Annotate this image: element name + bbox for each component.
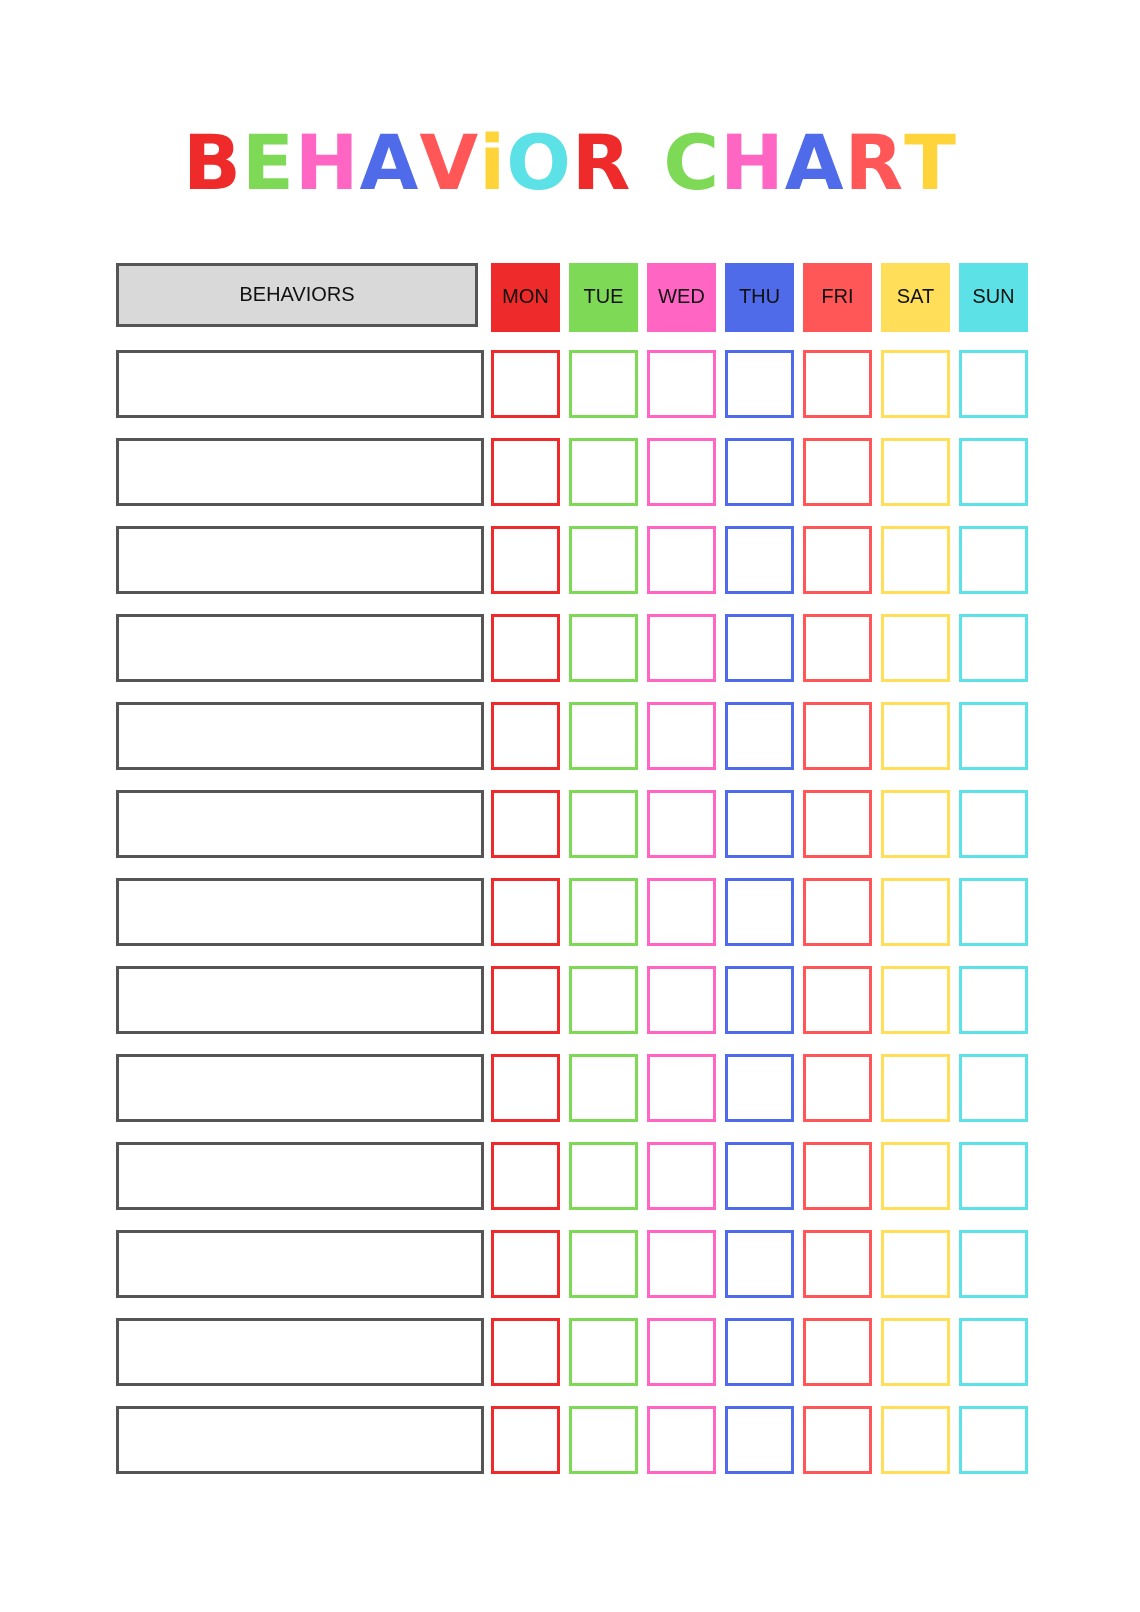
checkbox-wed[interactable] <box>647 1318 716 1386</box>
checkbox-sat[interactable] <box>881 1230 950 1298</box>
checkbox-thu[interactable] <box>725 438 794 506</box>
title-letter: T <box>904 118 957 207</box>
checkbox-tue[interactable] <box>569 966 638 1034</box>
checkbox-sat[interactable] <box>881 526 950 594</box>
checkbox-wed[interactable] <box>647 438 716 506</box>
checkbox-sun[interactable] <box>959 1054 1028 1122</box>
checkbox-mon[interactable] <box>491 878 560 946</box>
checkbox-fri[interactable] <box>803 790 872 858</box>
title-letter: O <box>506 118 572 207</box>
checkbox-fri[interactable] <box>803 350 872 418</box>
checkbox-thu[interactable] <box>725 1230 794 1298</box>
checkbox-wed[interactable] <box>647 526 716 594</box>
checkbox-wed[interactable] <box>647 614 716 682</box>
checkbox-fri[interactable] <box>803 526 872 594</box>
checkbox-wed[interactable] <box>647 1230 716 1298</box>
chart-title <box>0 118 1140 208</box>
checkbox-tue[interactable] <box>569 1142 638 1210</box>
checkbox-thu[interactable] <box>725 1318 794 1386</box>
checkbox-sun[interactable] <box>959 350 1028 418</box>
checkbox-thu[interactable] <box>725 966 794 1034</box>
day-header-sat: SAT <box>881 263 950 332</box>
title-letter: V <box>419 118 480 207</box>
title-letter: i <box>479 118 507 207</box>
checkbox-tue[interactable] <box>569 1318 638 1386</box>
day-header-tue: TUE <box>569 263 638 332</box>
checkbox-sun[interactable] <box>959 614 1028 682</box>
checkbox-thu[interactable] <box>725 350 794 418</box>
checkbox-wed[interactable] <box>647 878 716 946</box>
checkbox-tue[interactable] <box>569 790 638 858</box>
checkbox-fri[interactable] <box>803 1054 872 1122</box>
checkbox-mon[interactable] <box>491 350 560 418</box>
checkbox-sun[interactable] <box>959 1230 1028 1298</box>
checkbox-tue[interactable] <box>569 1406 638 1474</box>
checkbox-wed[interactable] <box>647 790 716 858</box>
title-letter: R <box>571 118 632 207</box>
checkbox-wed[interactable] <box>647 1054 716 1122</box>
checkbox-tue[interactable] <box>569 878 638 946</box>
checkbox-wed[interactable] <box>647 702 716 770</box>
checkbox-sat[interactable] <box>881 878 950 946</box>
behavior-field[interactable] <box>116 1318 484 1386</box>
checkbox-sat[interactable] <box>881 702 950 770</box>
title-letter: R <box>844 118 905 207</box>
checkbox-mon[interactable] <box>491 790 560 858</box>
checkbox-thu[interactable] <box>725 1142 794 1210</box>
checkbox-sun[interactable] <box>959 1406 1028 1474</box>
checkbox-fri[interactable] <box>803 1230 872 1298</box>
title-letter: A <box>359 118 420 207</box>
checkbox-mon[interactable] <box>491 1406 560 1474</box>
behavior-field[interactable] <box>116 702 484 770</box>
checkbox-sat[interactable] <box>881 1318 950 1386</box>
checkbox-thu[interactable] <box>725 1406 794 1474</box>
behavior-field[interactable] <box>116 614 484 682</box>
behaviors-column-header: BEHAVIORS <box>116 263 478 327</box>
title-letter: A <box>784 118 845 207</box>
behavior-field[interactable] <box>116 438 484 506</box>
checkbox-sun[interactable] <box>959 702 1028 770</box>
checkbox-sat[interactable] <box>881 350 950 418</box>
checkbox-thu[interactable] <box>725 790 794 858</box>
checkbox-sun[interactable] <box>959 966 1028 1034</box>
checkbox-fri[interactable] <box>803 702 872 770</box>
title-letter: B <box>183 118 242 207</box>
checkbox-mon[interactable] <box>491 1142 560 1210</box>
checkbox-mon[interactable] <box>491 966 560 1034</box>
checkbox-mon[interactable] <box>491 1318 560 1386</box>
behavior-field[interactable] <box>116 1230 484 1298</box>
checkbox-mon[interactable] <box>491 1230 560 1298</box>
title-letter: E <box>241 118 295 207</box>
behavior-field[interactable] <box>116 966 484 1034</box>
checkbox-mon[interactable] <box>491 1054 560 1122</box>
checkbox-mon[interactable] <box>491 702 560 770</box>
checkbox-mon[interactable] <box>491 526 560 594</box>
checkbox-fri[interactable] <box>803 438 872 506</box>
checkbox-fri[interactable] <box>803 1142 872 1210</box>
checkbox-tue[interactable] <box>569 350 638 418</box>
checkbox-fri[interactable] <box>803 614 872 682</box>
checkbox-thu[interactable] <box>725 878 794 946</box>
checkbox-thu[interactable] <box>725 526 794 594</box>
checkbox-tue[interactable] <box>569 702 638 770</box>
checkbox-thu[interactable] <box>725 1054 794 1122</box>
title-letter: H <box>294 118 360 207</box>
checkbox-sat[interactable] <box>881 614 950 682</box>
title-letter: C <box>663 118 721 207</box>
checkbox-wed[interactable] <box>647 1406 716 1474</box>
checkbox-sat[interactable] <box>881 1406 950 1474</box>
checkbox-sun[interactable] <box>959 1142 1028 1210</box>
behavior-field[interactable] <box>116 878 484 946</box>
behavior-field[interactable] <box>116 1054 484 1122</box>
checkbox-tue[interactable] <box>569 614 638 682</box>
checkbox-wed[interactable] <box>647 350 716 418</box>
checkbox-mon[interactable] <box>491 614 560 682</box>
checkbox-sat[interactable] <box>881 1054 950 1122</box>
day-header-mon: MON <box>491 263 560 332</box>
behavior-field[interactable] <box>116 526 484 594</box>
checkbox-sat[interactable] <box>881 966 950 1034</box>
day-header-fri: FRI <box>803 263 872 332</box>
checkbox-tue[interactable] <box>569 1230 638 1298</box>
checkbox-tue[interactable] <box>569 526 638 594</box>
checkbox-sun[interactable] <box>959 438 1028 506</box>
behavior-field[interactable] <box>116 350 484 418</box>
checkbox-fri[interactable] <box>803 1406 872 1474</box>
checkbox-mon[interactable] <box>491 438 560 506</box>
checkbox-sat[interactable] <box>881 438 950 506</box>
behavior-field[interactable] <box>116 1142 484 1210</box>
checkbox-sat[interactable] <box>881 790 950 858</box>
checkbox-sun[interactable] <box>959 1318 1028 1386</box>
checkbox-sun[interactable] <box>959 790 1028 858</box>
checkbox-wed[interactable] <box>647 1142 716 1210</box>
checkbox-fri[interactable] <box>803 1318 872 1386</box>
behavior-field[interactable] <box>116 1406 484 1474</box>
checkbox-fri[interactable] <box>803 878 872 946</box>
checkbox-sun[interactable] <box>959 526 1028 594</box>
title-letter: H <box>720 118 785 207</box>
checkbox-wed[interactable] <box>647 966 716 1034</box>
checkbox-sat[interactable] <box>881 1142 950 1210</box>
checkbox-tue[interactable] <box>569 1054 638 1122</box>
checkbox-sun[interactable] <box>959 878 1028 946</box>
checkbox-tue[interactable] <box>569 438 638 506</box>
checkbox-thu[interactable] <box>725 614 794 682</box>
behavior-field[interactable] <box>116 790 484 858</box>
day-header-thu: THU <box>725 263 794 332</box>
day-header-sun: SUN <box>959 263 1028 332</box>
day-header-wed: WED <box>647 263 716 332</box>
checkbox-thu[interactable] <box>725 702 794 770</box>
checkbox-fri[interactable] <box>803 966 872 1034</box>
